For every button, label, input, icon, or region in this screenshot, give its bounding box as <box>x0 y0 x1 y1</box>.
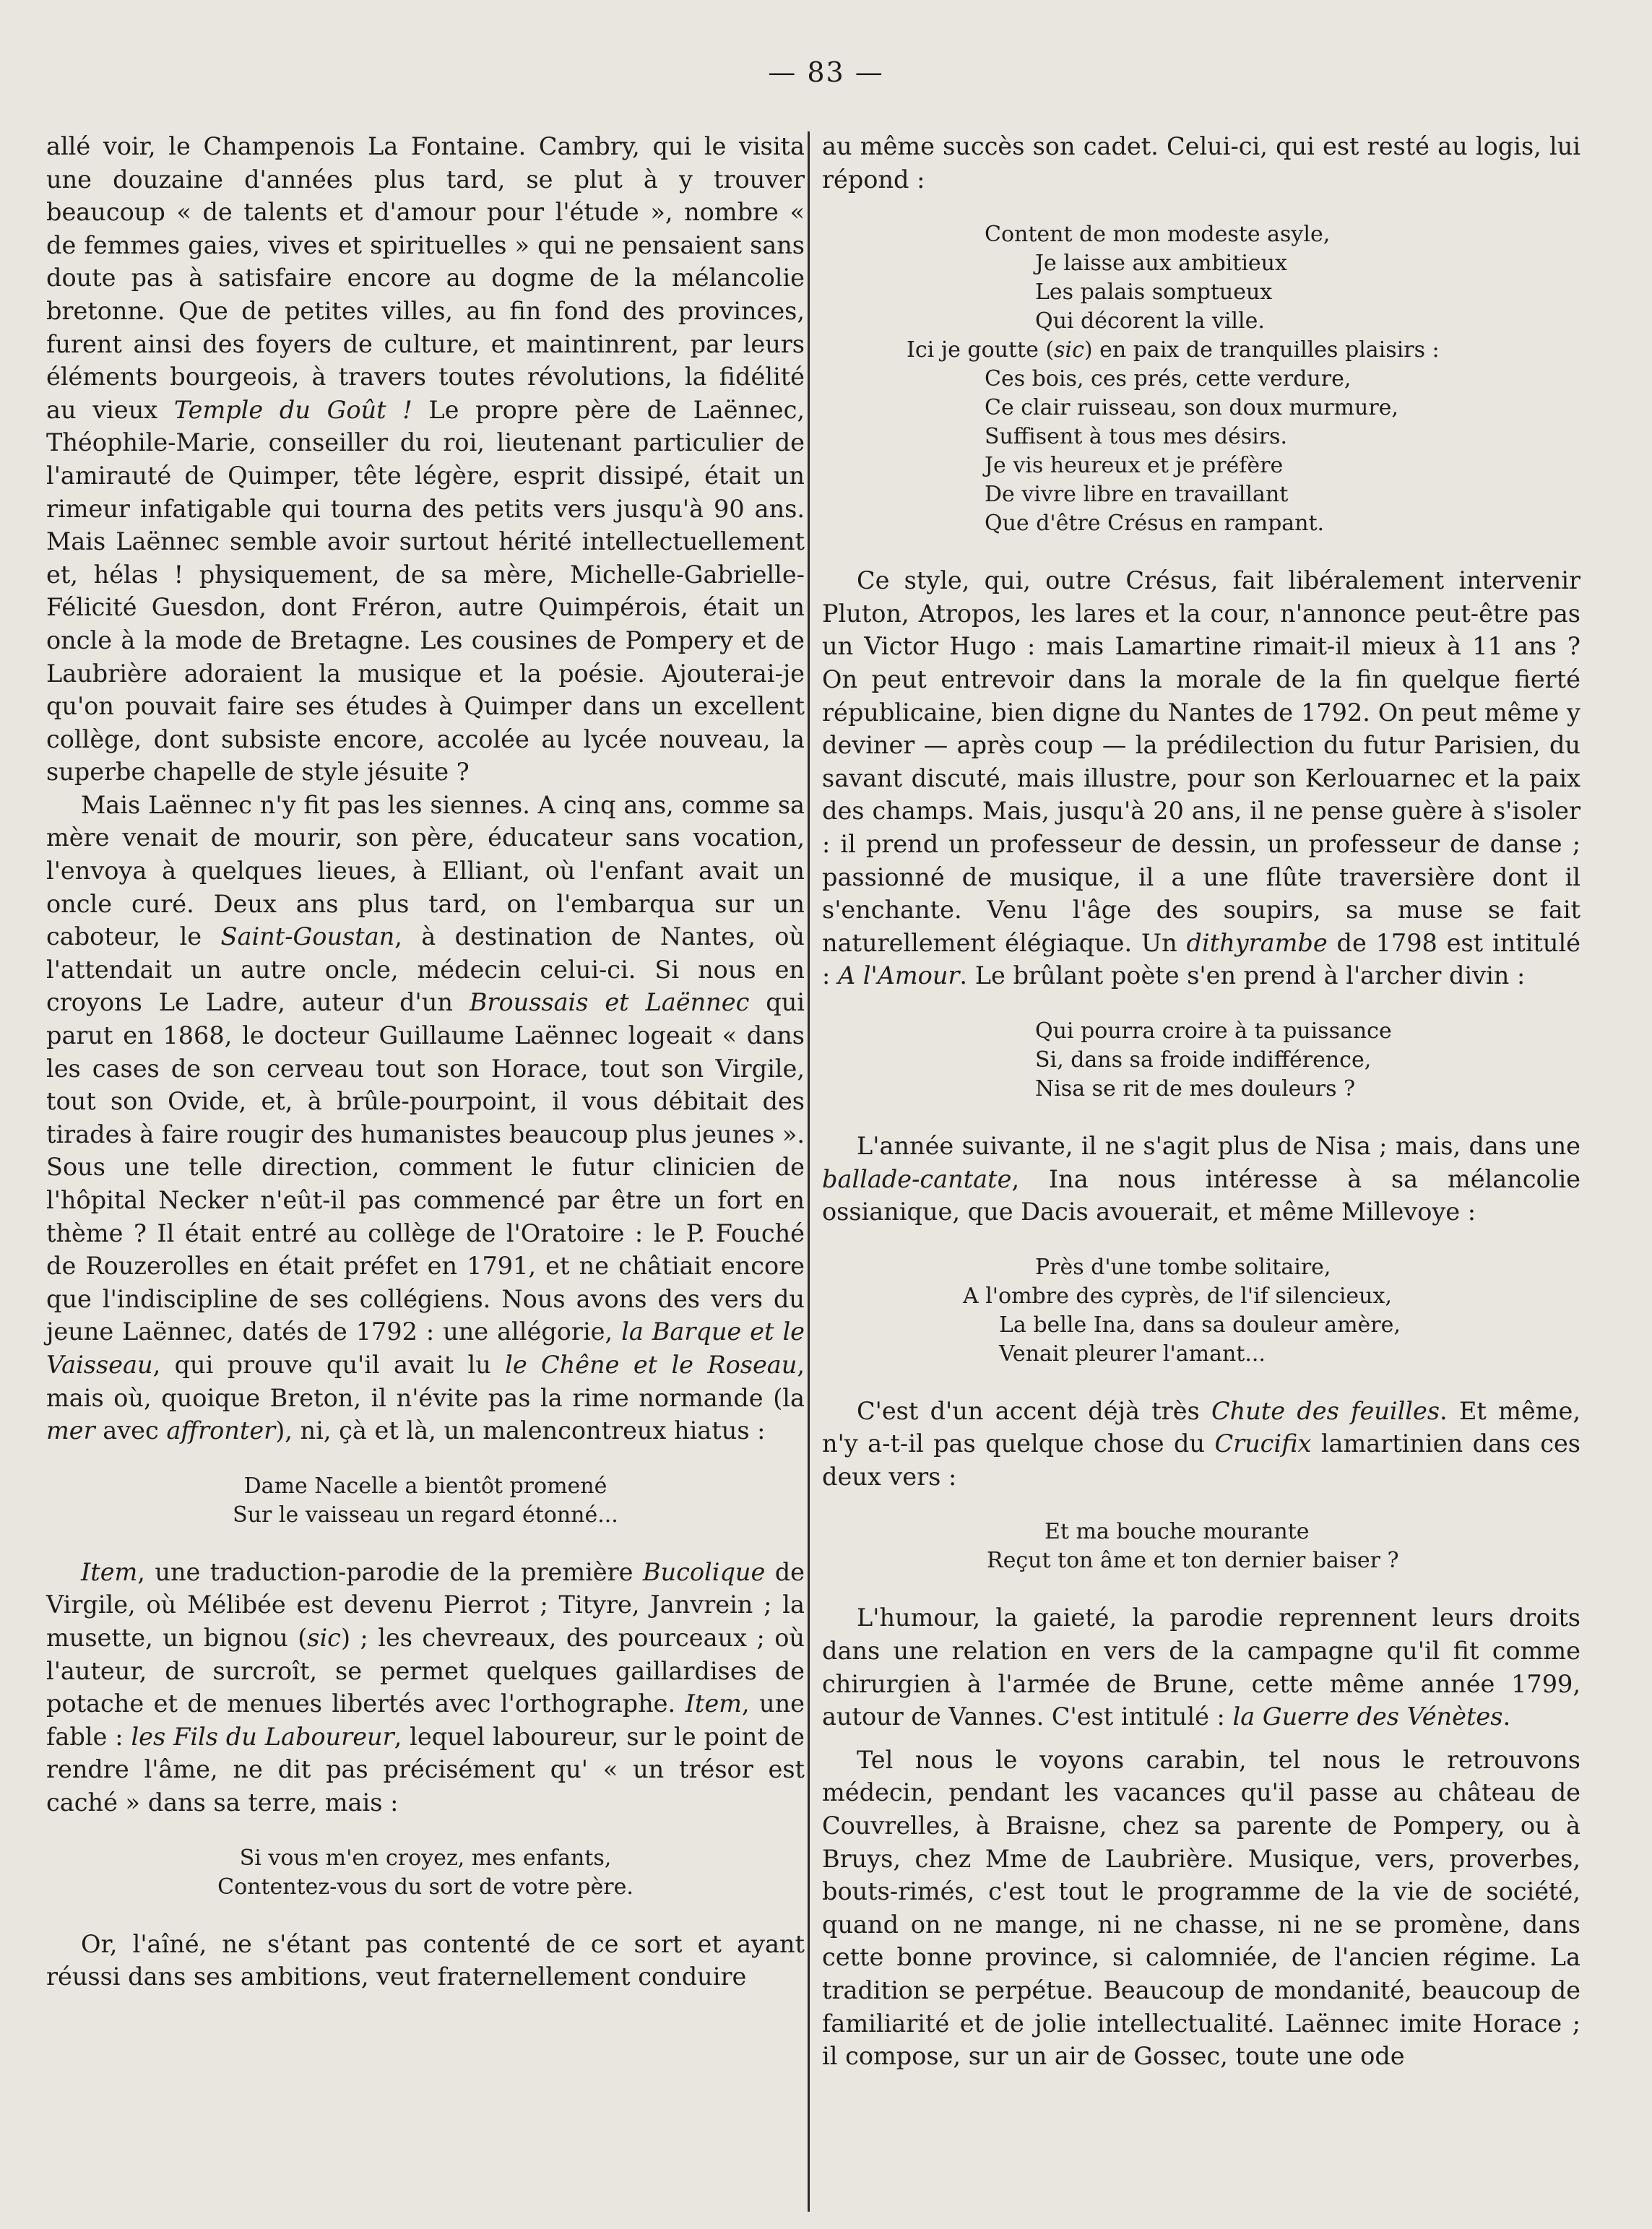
verse-line: La belle Ina, dans sa douleur amère, <box>999 1312 1401 1338</box>
paragraph: Or, l'aîné, ne s'étant pas contenté de ce sort et ayant réussi dans ses ambitions, veut fraternellement conduire <box>46 1929 805 1991</box>
verse-quote <box>1035 1017 1580 1104</box>
verse-line: Dame Nacelle a bientôt promené <box>243 1473 607 1499</box>
paragraph: allé voir, le Champenois La Fontaine. Cambry, qui le visita une douzaine d'années plus tard, se plut à y trouver beaucoup « de talents et d'amour pour l'étude », nombre « de femmes gaies, vives et spirituelles » qui ne pensaient sans doute pas à satisfaire encore au dogme de la mélancolie bretonne. Que de petites villes, au fin fond des provinces, furent ainsi des foyers de culture, et maintinrent, par leurs éléments bourgeois, à travers toutes révolutions, la fidélité au vieux Temple du Goût ! Le propre père de Laënnec, Théophile-Marie, conseiller du roi, lieutenant particulier de l'amirauté de Quimper, tête légère, esprit dissipé, était un rimeur infatigable qui tourna des petits vers jusqu'à 90 ans. Mais Laënnec semble avoir surtout hérité intellectuellement et, hélas ! physiquement, de sa mère, Michelle-Gabrielle-Félicité Guesdon, dont Fréron, autre Quimpérois, était un oncle à la mode de Bretagne. Les cousines de Pompery et de Laubrière adoraient la musique et la poésie. Ajouterai-je qu'on pouvait faire ses études à Quimper dans un excellent collège, dont subsiste encore, accolée au lycée nouveau, la superbe chapelle de style jésuite ? <box>46 132 805 787</box>
verse-line: Qui décorent la ville. <box>1035 308 1265 334</box>
verse-line: Sur le vaisseau un regard étonné... <box>233 1502 618 1528</box>
page-number: — 83 — <box>768 56 884 88</box>
paragraph: Item, une traduction-parodie de la première Bucolique de Virgile, où Mélibée est devenu Pierrot ; Tityre, Janvrein ; la musette, un bignou (sic) ; les chevreaux, des pourceaux ; où l'auteur, de surcroît, se permet quelques gaillardises de potache et de menues libertés avec l'orthographe. Item, une fable : les Fils du Laboureur, lequel laboureur, sur le point de rendre l'âme, ne dit pas précisément qu' « un trésor est caché » dans sa terre, mais : <box>46 1557 805 1817</box>
verse-line: Les palais somptueux <box>1035 280 1273 306</box>
paragraph: L'humour, la gaieté, la parodie reprennent leurs droits dans une relation en vers de la campagne qu'il fit comme chirurgien à l'armée de Brune, cette même année 1799, autour de Vannes. C'est intitulé : la Guerre des Vénètes. <box>822 1603 1580 1731</box>
verse-quote <box>907 220 1580 538</box>
paragraph: C'est d'un accent déjà très Chute des feuilles. Et même, n'y a-t-il pas quelque chose du Crucifix lamartinien dans ces deux vers : <box>822 1396 1580 1491</box>
paragraph: Mais Laënnec n'y fit pas les siennes. A cinq ans, comme sa mère venait de mourir, son père, éducateur sans vocation, l'envoya à quelques lieues, à Elliant, où l'enfant avait un oncle curé. Deux ans plus tard, on l'embarqua sur un caboteur, le Saint-Goustan, à destination de Nantes, où l'attendait un autre oncle, médecin celui-ci. Si nous en croyons Le Ladre, auteur d'un Broussais et Laënnec qui parut en 1868, le docteur Guillaume Laënnec logeait « dans les cases de son cerveau tout son Horace, tout son Virgile, tout son Ovide, et, à brûle-pourpoint, il vous débitait des tirades à faire rougir des humanistes beaucoup plus jeunes ». Sous une telle direction, comment le futur clinicien de l'hôpital Necker n'eût-il pas commencé par être un fort en thème ? Il était entré au collège de l'Oratoire : le P. Fouché de Rouzerolles en était préfet en 1791, et ne châtiait encore que l'indiscipline de ses collégiens. Nous avons des vers du jeune Laënnec, datés de 1792 : une allégorie, la Barque et le Vaisseau, qui prouve qu'il avait lu le Chêne et le Roseau, mais où, quoique Breton, il n'évite pas la rime normande (la mer avec affronter), ni, çà et là, un malencontreux hiatus : <box>46 790 805 1445</box>
paragraph: au même succès son cadet. Celui-ci, qui est resté au logis, lui répond : <box>822 132 1580 194</box>
left-column <box>46 130 805 1994</box>
verse-line: Ce clair ruisseau, son doux murmure, <box>985 395 1398 421</box>
verse-line: A l'ombre des cyprès, de l'if silencieux, <box>963 1283 1392 1309</box>
paragraph: Tel nous le voyons carabin, tel nous le retrouvons médecin, pendant les vacances qu'il passe au château de Couvrelles, à Braisne, chez sa parente de Pompery, ou à Bruys, chez Mme de Laubrière. Musique, vers, proverbes, bouts-rimés, c'est tout le programme de la vie de société, quand on ne mange, ni ne chasse, ni ne se promène, dans cette bonne province, si calomniée, de l'ancien régime. La tradition se perpétue. Beaucoup de mondanité, beaucoup de familiarité et de jolie intellectualité. Laënnec imite Horace ; il compose, sur un air de Gossec, toute une ode <box>822 1745 1580 2071</box>
verse-line: Reçut ton âme et ton dernier baiser ? <box>987 1548 1399 1574</box>
right-column <box>822 130 1580 2073</box>
paragraph: L'année suivante, il ne s'agit plus de Nisa ; mais, dans une ballade-cantate, Ina nous intéresse à sa mélancolie ossianique, que Dacis avouerait, et même Millevoye : <box>822 1131 1580 1226</box>
paragraph: Ce style, qui, outre Crésus, fait libéralement intervenir Pluton, Atropos, les lares et la cour, n'annonce peut-être pas un Victor Hugo : mais Lamartine rimait-il mieux à 11 ans ? On peut entrevoir dans la morale de la fin quelque fierté républicaine, bien digne du Nantes de 1792. On peut même y deviner — après coup — la prédilection du futur Parisien, du savant discuté, mais illustre, pour son Kerlouarnec et la paix des champs. Mais, jusqu'à 20 ans, il ne pense guère à s'isoler : il prend un professeur de dessin, un professeur de danse ; passionné de musique, il a une flûte traversière dont il s'enchante. Venu l'âge des soupirs, sa muse se fait naturellement élégiaque. Un dithyrambe de 1798 est intitulé : A l'Amour. Le brûlant poète s'en prend à l'archer divin : <box>822 566 1580 990</box>
verse-line: Et ma bouche mourante <box>1045 1519 1310 1545</box>
verse-quote <box>987 1518 1580 1575</box>
verse-line: Je vis heureux et je préfère <box>985 453 1284 479</box>
verse-line: Suffisent à tous mes désirs. <box>985 424 1287 450</box>
verse-line: De vivre libre en travaillant <box>985 482 1289 508</box>
verse-line: Nisa se rit de mes douleurs ? <box>1035 1075 1356 1101</box>
column-divider <box>808 131 810 2212</box>
verse-line: Ici je goutte (sic) en paix de tranquilles plaisirs : <box>907 337 1440 363</box>
verse-line: Que d'être Crésus en rampant. <box>985 511 1325 537</box>
verse-line: Si, dans sa froide indifférence, <box>1035 1047 1372 1073</box>
verse-line: Ces bois, ces prés, cette verdure, <box>985 366 1352 392</box>
verse-quote <box>46 1844 805 1902</box>
verse-line: Content de mon modeste asyle, <box>985 222 1331 248</box>
verse-quote <box>963 1253 1580 1369</box>
verse-line: Contentez-vous du sort de votre père. <box>217 1874 633 1900</box>
verse-line: Venait pleurer l'amant... <box>999 1341 1266 1367</box>
verse-line: Qui pourra croire à ta puissance <box>1035 1018 1392 1044</box>
verse-line: Je laisse aux ambitieux <box>1035 251 1287 277</box>
verse-line: Près d'une tombe solitaire, <box>1035 1254 1331 1280</box>
verse-line: Si vous m'en croyez, mes enfants, <box>239 1845 612 1871</box>
verse-quote <box>46 1472 805 1530</box>
